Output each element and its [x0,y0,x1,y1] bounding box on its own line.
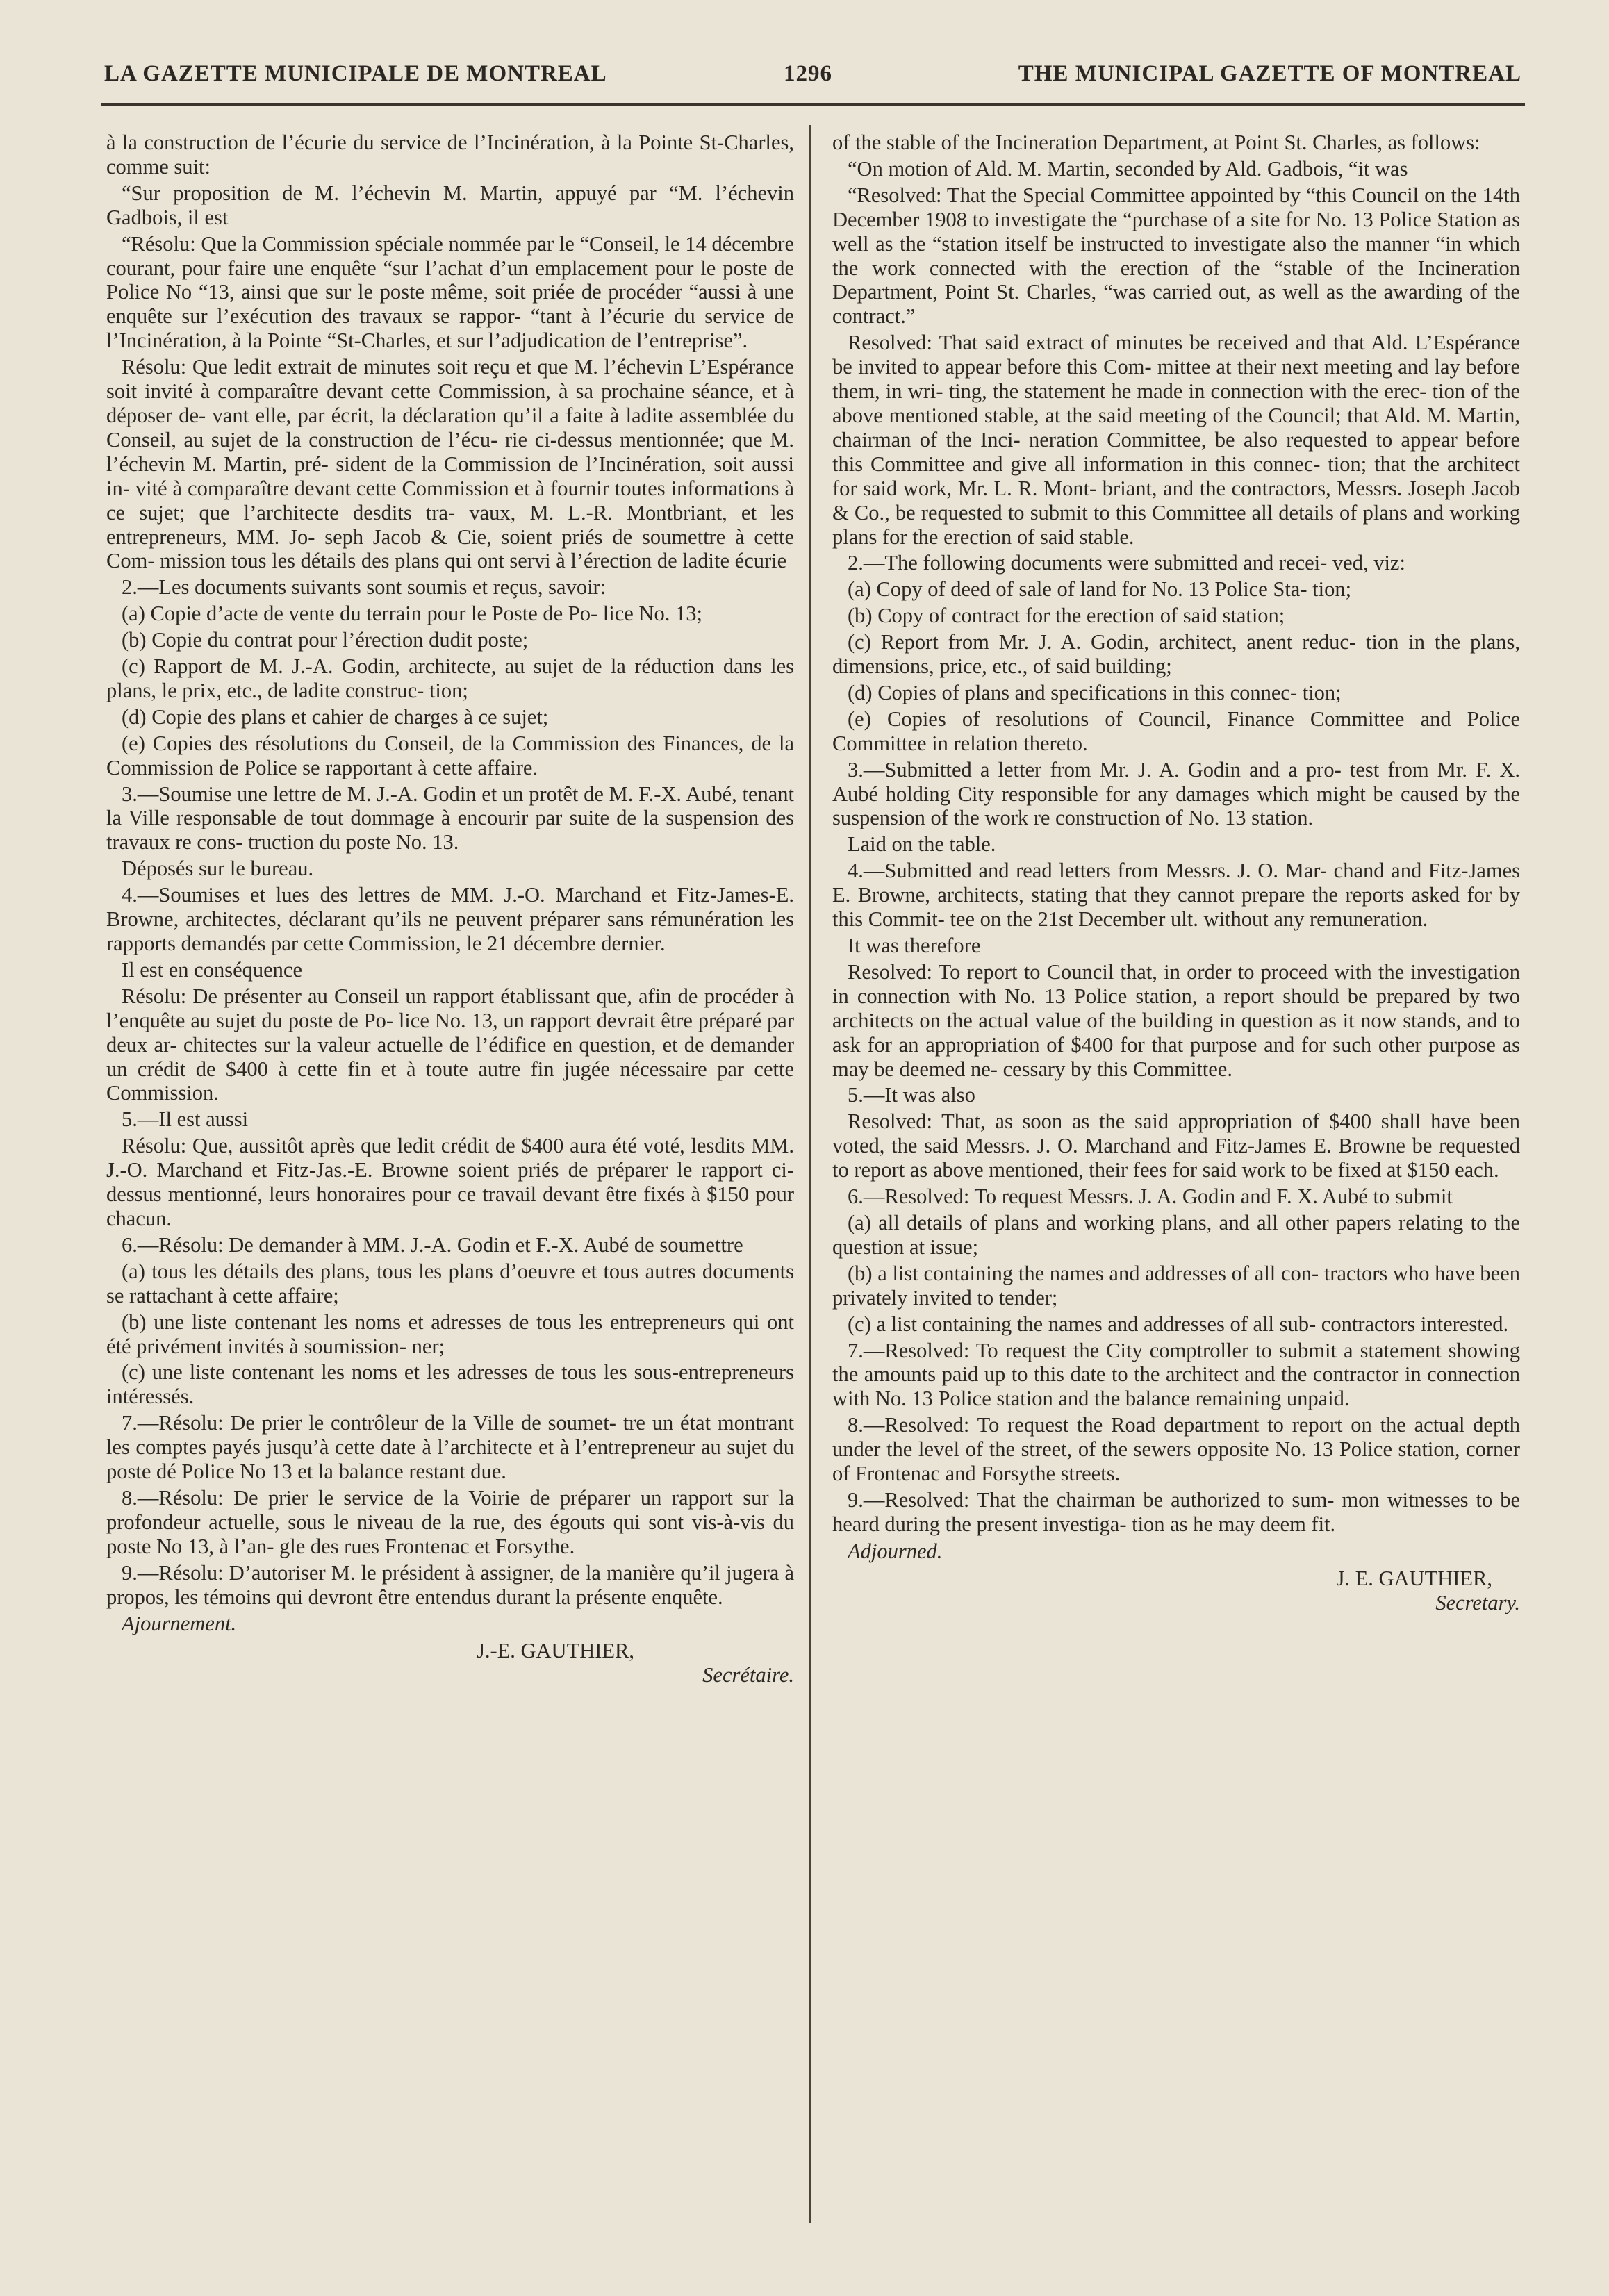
en-signature-title: Secretary. [1435,1590,1520,1614]
fr-paragraph: 5.—Il est aussi [122,1107,249,1132]
fr-paragraph: 4.—Soumises et lues des lettres de MM. J.-O. Marchand et Fitz-James-E. Browne, architectes, déclarant qu’ils ne peuvent préparer sans rémunération les rapports demandés par cette Commission, le 21 décembre dernier. [106,883,794,955]
en-paragraph: 2.—The following documents were submitted and recei- ved, viz: [848,551,1405,575]
fr-paragraph: (c) une liste contenant les noms et les adresses de tous les sous-entrepreneurs intéressés. [106,1360,794,1409]
en-paragraph: of the stable of the Incineration Department, at Point St. Charles, as follows: [832,131,1480,154]
fr-paragraph: “Résolu: Que la Commission spéciale nommée par le “Conseil, le 14 décembre courant, pour faire une enquête “sur l’achat d’un emplacement pour le poste de Police No “13, ainsi que sur le poste même, soit priée de procéder “aussi à une enquête sur l’exécution des travaux se rappor- “tant à l’écurie du service de l’Incinération, à la Pointe “St-Charles, et sur l’adjudication de l’entreprise”. [106,231,794,353]
fr-paragraph: à la construction de l’écurie du service de l’Incinération, à la Pointe St-Charles, comme suit: [106,131,794,179]
fr-paragraph: (b) Copie du contrat pour l’érection dudit poste; [122,628,529,652]
en-paragraph: Resolved: To report to Council that, in order to proceed with the investigation in connection with No. 13 Police station, a report should be prepared by two architects on the actual value of the building in question as it now stands, and to ask for an appropriation of $400 for that purpose and for such other purpose as may be deemed ne- cessary by this Committee. [832,959,1520,1081]
page-header [104,61,1521,100]
en-paragraph: (a) all details of plans and working plans, and all other papers relating to the question at issue; [832,1210,1520,1259]
fr-paragraph: Résolu: Que ledit extrait de minutes soit reçu et que M. l’échevin L’Espérance soit invité à comparaître devant cette Commission, à sa prochaine séance, et à déposer de- vant elle, par écrit, la déclaration qu’il a faite à ladite assemblée du Conseil, au sujet de la construction de l’écu- rie ci-dessus mentionnée; que M. l’échevin M. Martin, pré- sident de la Commission de l’Incinération, soit aussi in- vité à comparaître devant cette Commission et à fournir toutes informations à ce sujet; que l’architecte desdits tra- vaux, M. L.-R. Montbriant, et les entrepreneurs, MM. Jo- seph Jacob & Cie, soient priés de soumettre à cette Com- mission tous les détails des plans qui ont servi à l’érection de ladite écurie [106,355,794,573]
fr-signature-title: Secrétaire. [702,1663,794,1687]
french-column [106,131,794,1687]
fr-adjournment: Ajournement. [122,1612,237,1636]
en-paragraph: (b) a list containing the names and addresses of all con- tractors who have been privately invited to tender; [832,1261,1520,1310]
en-paragraph: Resolved: That said extract of minutes be received and that Ald. L’Espérance be invited to appear before this Com- mittee at their next meeting and lay before them, in wri- ting, the statement he made in connection with the erec- tion of the above mentioned stable, at the said meeting of the Council; that Ald. M. Martin, chairman of the Inci- neration Committee, be also requested to appear before this Committee and give all information in this connec- tion; that the architect for said work, Mr. L. R. Mont- briant, and the contractors, Messrs. Joseph Jacob & Co., be requested to submit to this Committee all details of plans and working plans for the erection of said stable. [832,331,1520,549]
fr-paragraph: (a) tous les détails des plans, tous les plans d’oeuvre et tous autres documents se rattachant à cette affaire; [106,1259,794,1307]
fr-paragraph: (d) Copie des plans et cahier de charges à ce sujet; [122,704,549,729]
fr-paragraph: (c) Rapport de M. J.-A. Godin, architecte, au sujet de la réduction dans les plans, le prix, etc., de ladite construc- tion; [106,654,794,702]
en-paragraph: “Resolved: That the Special Committee appointed by “this Council on the 14th December 1908 to investigate the “purchase of a site for No. 13 Police Station as well as the “station itself be instructed to investigate also the manner “in which the work connected with the erection of the “stable of the Incineration Department, Point St. Charles, “was carried out, as well as the awarding of the contract.” [832,183,1520,329]
header-rule [101,103,1525,106]
fr-paragraph: 9.—Résolu: D’autoriser M. le président à assigner, de la manière qu’il jugera à propos, les témoins qui devront être entendus durant la présente enquête. [106,1560,794,1609]
fr-paragraph: Déposés sur le bureau. [122,857,314,881]
fr-paragraph: 6.—Résolu: De demander à MM. J.-A. Godin et F.-X. Aubé de soumettre [122,1232,743,1257]
en-signature-name: J. E. GAUTHIER, [1336,1566,1492,1590]
english-column [832,131,1520,1614]
en-paragraph: (e) Copies of resolutions of Council, Finance Committee and Police Committee in relation thereto. [832,707,1520,755]
fr-paragraph: Il est en conséquence [122,957,302,982]
fr-paragraph: (e) Copies des résolutions du Conseil, de la Commission des Finances, de la Commission de Police se rapportant à cette affaire. [106,731,794,779]
en-paragraph: 7.—Resolved: To request the City comptroller to submit a statement showing the amounts paid up to this date to the architect and the contractor in connection with No. 13 Police station and the balance remaining unpaid. [832,1338,1520,1411]
en-adjournment: Adjourned. [848,1539,943,1563]
en-paragraph: “On motion of Ald. M. Martin, seconded by Ald. Gadbois, “it was [848,156,1408,181]
en-paragraph: It was therefore [848,934,981,957]
fr-paragraph: 3.—Soumise une lettre de M. J.-A. Godin et un protêt de M. F.-X. Aubé, tenant la Ville responsable de tout dommage à encourir par suite de la suspension des travaux re cons- truction du poste No. 13. [106,782,794,854]
fr-paragraph: 2.—Les documents suivants sont soumis et reçus, savoir: [122,575,607,600]
en-paragraph: Laid on the table. [848,832,996,857]
page-number: 1296 [784,61,832,86]
header-english-title: THE MUNICIPAL GAZETTE OF MONTREAL [1018,61,1521,86]
en-paragraph: 9.—Resolved: That the chairman be authorized to sum- mon witnesses to be heard during the present investiga- tion as he may deem fit. [832,1487,1520,1536]
en-paragraph: 8.—Resolved: To request the Road department to report on the actual depth under the level of the street, of the sewers opposite No. 13 Police station, corner of Frontenac and Forsythe streets. [832,1413,1520,1486]
en-signature [832,1567,1520,1615]
en-paragraph: 4.—Submitted and read letters from Messrs. J. O. Mar- chand and Fitz-James E. Browne, architects, stating that they cannot prepare the reports asked for by this Commit- tee on the 21st December ult. without any remuneration. [832,859,1520,932]
en-paragraph: (b) Copy of contract for the erection of said station; [848,604,1285,628]
fr-paragraph: 7.—Résolu: De prier le contrôleur de la Ville de soumet- tre un état montrant les comptes payés jusqu’à cette date à l’architecte et à l’entrepreneur au sujet du poste dé Police No 13 et la balance restant due. [106,1411,794,1484]
fr-signature-name: J.-E. GAUTHIER, [476,1639,634,1663]
en-paragraph: 6.—Resolved: To request Messrs. J. A. Godin and F. X. Aubé to submit [848,1184,1453,1209]
header-french-title: LA GAZETTE MUNICIPALE DE MONTREAL [104,61,607,86]
en-paragraph: 5.—It was also [848,1083,975,1107]
en-paragraph: (c) a list containing the names and addresses of all sub- contractors interested. [848,1312,1509,1336]
fr-paragraph: 8.—Résolu: De prier le service de la Voirie de préparer un rapport sur la profondeur actuelle, sous le niveau de la rue, des égouts qui sont vis-à-vis du poste No 13, à l’an- gle des rues Frontenac et Forsythe. [106,1485,794,1558]
fr-paragraph: Résolu: De présenter au Conseil un rapport établissant que, afin de procéder à l’enquête au sujet du poste de Po- lice No. 13, un rapport devrait être préparé par deux ar- chitectes sur la valeur actuelle de l’édifice en question, et de demander un crédit de $400 à cette fin et à toute autre fin jugée nécessaire par cette Commission. [106,984,794,1105]
fr-signature [106,1639,794,1687]
en-paragraph: Resolved: That, as soon as the said appropriation of $400 shall have been voted, the said Messrs. J. O. Marchand and Fitz-James E. Browne be requested to report as above mentioned, their fees for said work to be fixed at $150 each. [832,1109,1520,1182]
en-paragraph: (a) Copy of deed of sale of land for No. 13 Police Sta- tion; [848,577,1352,602]
column-divider [809,125,811,2223]
fr-paragraph: (b) une liste contenant les noms et adresses de tous les entrepreneurs qui ont été privément invités à soumission- ner; [106,1310,794,1358]
fr-paragraph: (a) Copie d’acte de vente du terrain pour le Poste de Po- lice No. 13; [122,602,702,626]
en-paragraph: 3.—Submitted a letter from Mr. J. A. Godin and a pro- test from Mr. F. X. Aubé holding City responsible for any damages which might be caused by the suspension of the work re construction of No. 13 station. [832,757,1520,830]
fr-paragraph: “Sur proposition de M. l’échevin M. Martin, appuyé par “M. l’échevin Gadbois, il est [106,181,794,229]
en-paragraph: (d) Copies of plans and specifications in this connec- tion; [848,680,1342,704]
en-paragraph: (c) Report from Mr. J. A. Godin, architect, anent reduc- tion in the plans, dimensions, price, etc., of said building; [832,630,1520,679]
fr-paragraph: Résolu: Que, aussitôt après que ledit crédit de $400 aura été voté, lesdits MM. J.-O. Marchand et Fitz-Jas.-E. Browne soient priés de préparer le rapport ci-dessus mentionné, leurs honoraires pour ce travail devant être fixés à $150 pour chacun. [106,1134,794,1230]
